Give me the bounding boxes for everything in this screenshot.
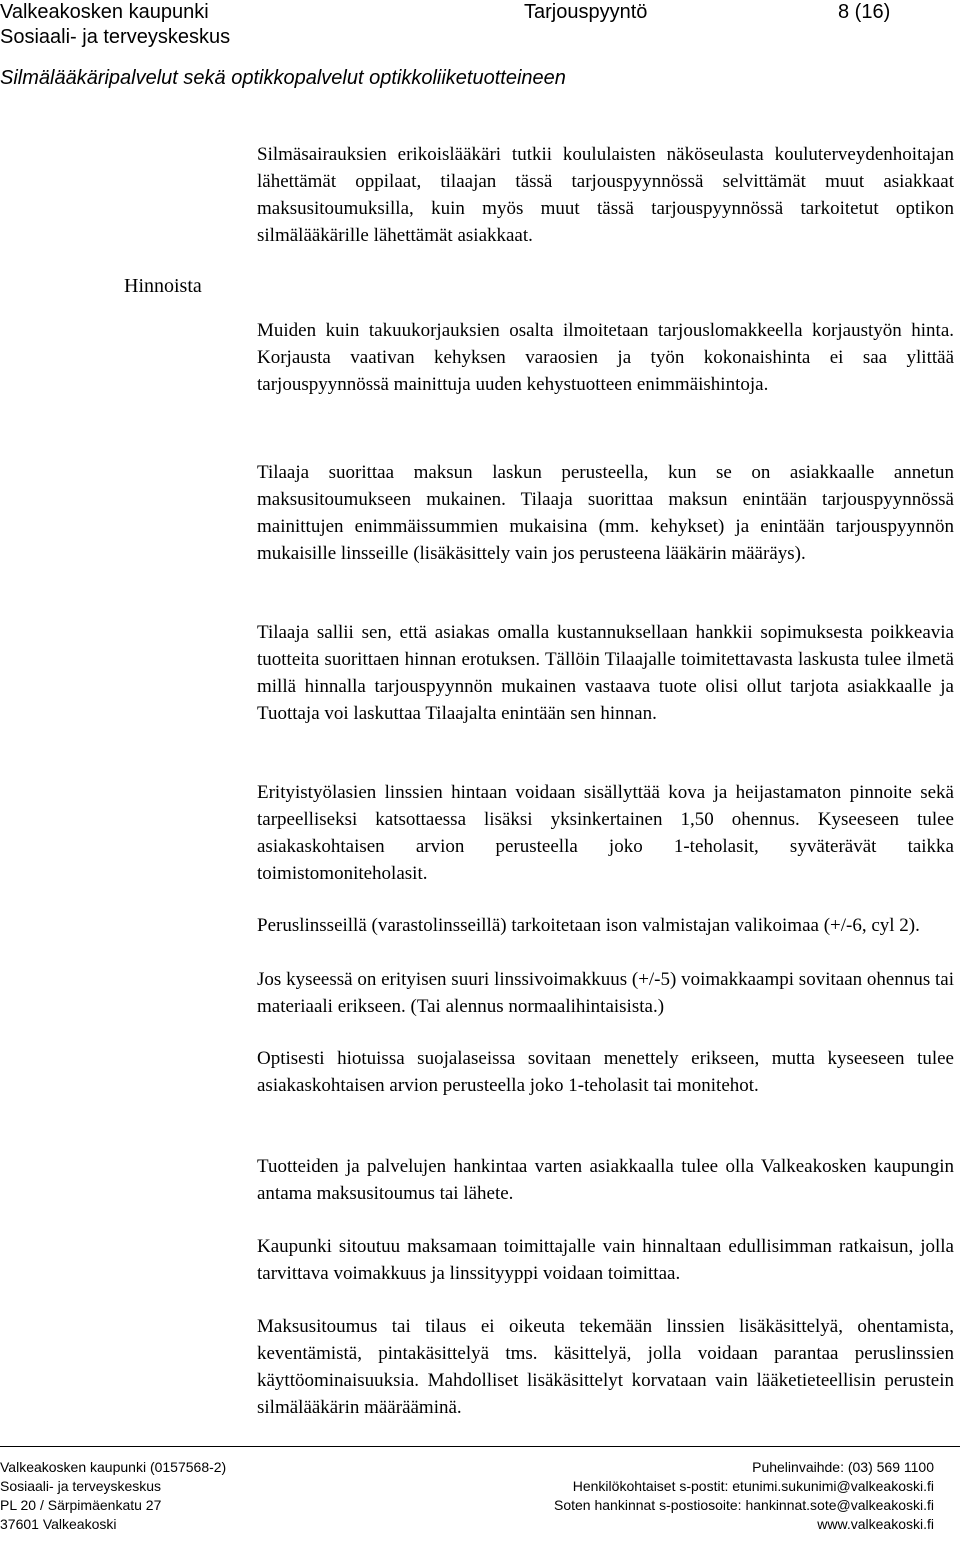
header-org: Valkeakosken kaupunki bbox=[0, 1, 209, 23]
paragraph-cheapest-solution: Kaupunki sitoutuu maksamaan toimittajalle vain hinnaltaan edullisimman ratkaisun, jolla tarvittava voimakkuus ja linssityyppi voidaan toimittaa. bbox=[257, 1236, 954, 1284]
paragraph-no-extra-treatment: Maksusitoumus tai tilaus ei oikeuta tekemään linssien lisäkäsittelyä, ohentamista, keventämistä, pintakäsittelyä tms. käsittelyä, jolla voidaan parantaa peruslinssien käyttöominaisuuksia. Mahdolliset lisäkäsittelyt korvataan vain lääketieteellisin perustein silmälääkärin määrääminä. bbox=[257, 1316, 954, 1418]
footer-procurement-email: Soten hankinnat s-postiosoite: hankinnat.sote@valkeakoski.fi bbox=[554, 1497, 934, 1513]
footer-personal-email: Henkilökohtaiset s-postit: etunimi.sukunimi@valkeakoski.fi bbox=[572, 1478, 934, 1494]
paragraph-work-glasses: Erityistyölasien linssien hintaan voidaan sisällyttää kova ja heijastamaton pinnoite sekä tarpeelliseksi katsottaessa lisäksi yksinkertainen 1,50 ohennus. Kyseeseen tulee asiakaskohtaisen arvion perusteella joko 1-teholasit, syväterävät taikka toimistomoniteholasit. bbox=[257, 782, 954, 884]
paragraph-safety-glasses: Optisesti hiotuissa suojalaseissa sovitaan menettely erikseen, mutta kyseeseen tulee asiakaskohtaisen arvion perusteella joko 1-teholasit tai monitehot. bbox=[257, 1048, 954, 1096]
footer-phone: Puhelinvaihde: (03) 569 1100 bbox=[752, 1459, 934, 1475]
paragraph-repairs: Muiden kuin takuukorjauksien osalta ilmoitetaan tarjouslomakkeella korjaustyön hinta. Korjausta vaativan kehyksen varaosien ja työn kokonaishinta ei saa ylittää tarjouspyynnössä mainittuja uuden kehystuotteen enimmäishintoja. bbox=[257, 320, 954, 395]
paragraph-eye-specialist: Silmäsairauksien erikoislääkäri tutkii koululaisten näköseulasta kouluterveydenhoitajan lähettämät oppilaat, tilaajan tässä tarjouspyynnössä selvittämät muut asiakkaat maksusitoumuksilla, kuin myös muut tässä tarjouspyynnössä tarkoitetut optikon silmälääkärille lähettämät asiakkaat. bbox=[257, 144, 954, 246]
header-page-number: 8 (16) bbox=[838, 1, 891, 23]
footer-postal: 37601 Valkeakoski bbox=[0, 1516, 117, 1532]
paragraph-payment: Tilaaja suorittaa maksun laskun perusteella, kun se on asiakkaalle annetun maksusitoumukseen mukainen. Tilaaja suorittaa maksun enintään tarjouspyynnössä mainittujen enimmäissummien mukaisina (mm. kehykset) ja enintään tarjouspyynnön mukaisille linsseille (lisäkäsittely vain jos perusteena lääkärin määräys). bbox=[257, 462, 954, 564]
header-doc-type: Tarjouspyyntö bbox=[524, 1, 648, 23]
header-subtitle: Silmälääkäripalvelut sekä optikkopalvelut optikkoliiketuotteineen bbox=[0, 67, 566, 89]
paragraph-commitment: Tuotteiden ja palvelujen hankintaa varten asiakkaalla tulee olla Valkeakosken kaupungin antama maksusitoumus tai lähete. bbox=[257, 1156, 954, 1204]
paragraph-strong-lenses: Jos kyseessä on erityisen suuri linssivoimakkuus (+/-5) voimakkaampi sovitaan ohennus tai materiaali erikseen. (Tai alennus normaalihintaisista.) bbox=[257, 969, 954, 1017]
header-dept: Sosiaali- ja terveyskeskus bbox=[0, 26, 231, 48]
footer-dept: Sosiaali- ja terveyskeskus bbox=[0, 1478, 162, 1494]
footer-address: PL 20 / Särpimäenkatu 27 bbox=[0, 1497, 162, 1513]
paragraph-price-difference: Tilaaja sallii sen, että asiakas omalla kustannuksellaan hankkii sopimuksesta poikkeavia tuotteita suorittaen hinnan erotuksen. Tällöin Tilaajalle toimitettavasta laskusta tulee ilmetä millä hinnalla tarjouspyynnön mukainen vastaava tuote olisi ollut tarjota asiakkaalle ja Tuottaja voi laskuttaa Tilaajalta enintään sen hinnan. bbox=[257, 622, 954, 724]
paragraph-basic-lenses: Peruslinsseillä (varastolinsseillä) tarkoitetaan ison valmistajan valikoimaa (+/-6, cyl 2). bbox=[257, 915, 920, 936]
footer-website: www.valkeakoski.fi bbox=[817, 1516, 934, 1532]
section-label-hinnoista: Hinnoista bbox=[124, 275, 202, 297]
footer-org: Valkeakosken kaupunki (0157568-2) bbox=[0, 1459, 227, 1475]
footer-divider bbox=[0, 1446, 960, 1447]
